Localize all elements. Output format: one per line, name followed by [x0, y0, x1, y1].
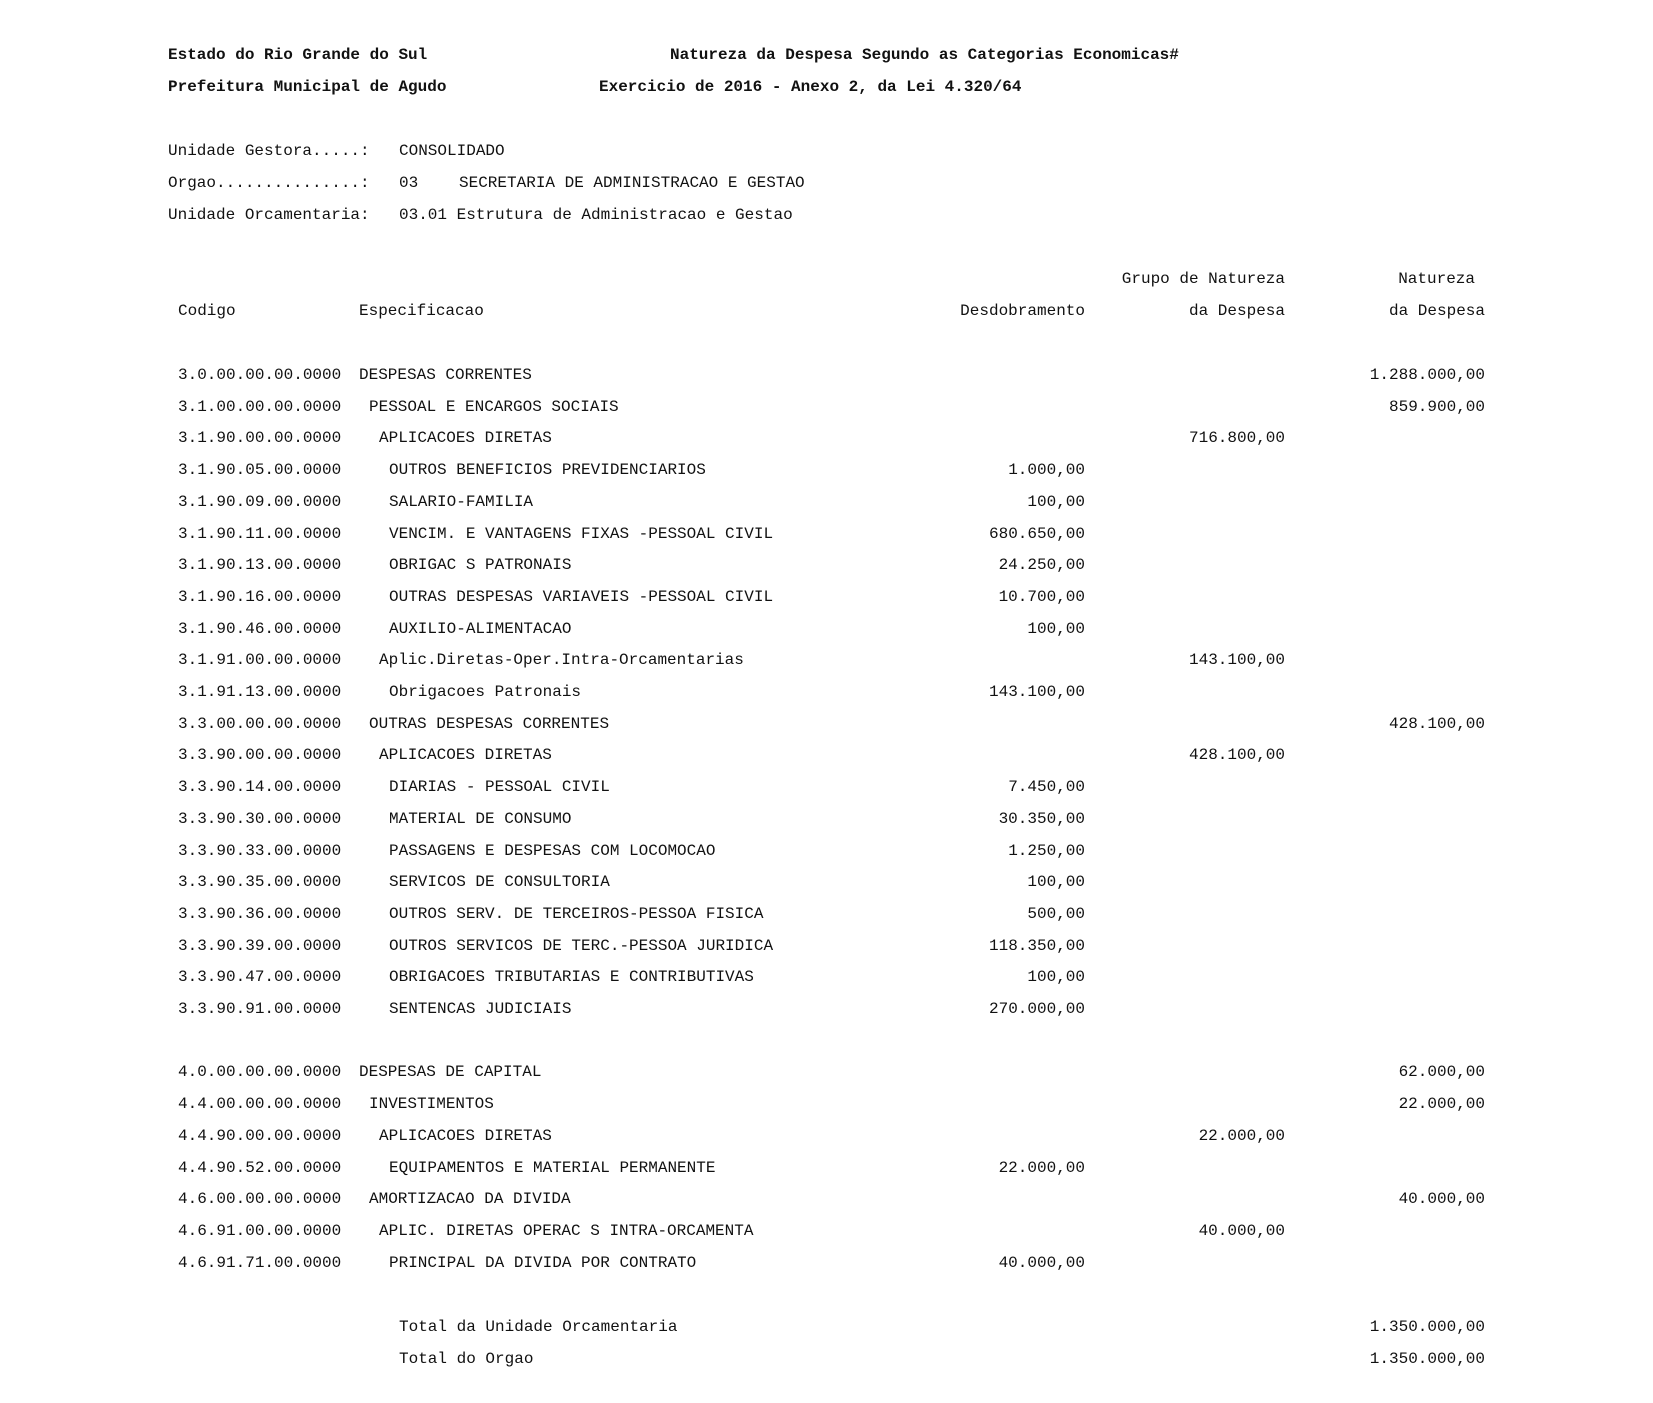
row-desdobramento: 100,00 — [1027, 493, 1085, 511]
row-desdobramento: 30.350,00 — [998, 810, 1085, 828]
total-label: Total da Unidade Orcamentaria — [399, 1318, 678, 1336]
col-natureza-line1: Natureza — [1398, 270, 1475, 288]
row-description: OBRIGAC S PATRONAIS — [389, 556, 572, 574]
row-description: Obrigacoes Patronais — [389, 683, 582, 701]
table-row — [0, 745, 1653, 775]
row-description: SERVICOS DE CONSULTORIA — [389, 873, 610, 891]
row-description: DESPESAS CORRENTES — [359, 366, 532, 384]
row-desdobramento: 40.000,00 — [998, 1254, 1085, 1272]
row-code: 3.0.00.00.00.0000 — [178, 366, 342, 384]
municipality-name: Prefeitura Municipal de Agudo — [168, 78, 447, 96]
total-value: 1.350.000,00 — [1369, 1350, 1485, 1368]
row-code: 3.1.90.09.00.0000 — [178, 493, 342, 511]
table-row — [0, 682, 1653, 712]
total-label: Total do Orgao — [399, 1350, 534, 1368]
row-code: 4.4.00.00.00.0000 — [178, 1095, 342, 1113]
table-row — [0, 904, 1653, 934]
row-grupo-natureza: 22.000,00 — [1198, 1127, 1285, 1145]
unidade-gestora-value: CONSOLIDADO — [399, 142, 505, 160]
row-code: 3.1.90.05.00.0000 — [178, 461, 342, 479]
row-desdobramento: 100,00 — [1027, 620, 1085, 638]
table-row — [0, 1062, 1653, 1092]
row-code: 3.3.90.47.00.0000 — [178, 968, 342, 986]
row-code: 3.3.90.39.00.0000 — [178, 937, 342, 955]
table-row — [0, 1126, 1653, 1156]
row-description: OUTRAS DESPESAS CORRENTES — [369, 715, 610, 733]
table-row — [0, 714, 1653, 744]
table-row — [0, 967, 1653, 997]
report-subtitle: Exercicio de 2016 - Anexo 2, da Lei 4.320/64 — [599, 78, 1022, 96]
row-natureza-despesa: 22.000,00 — [1398, 1095, 1485, 1113]
state-name: Estado do Rio Grande do Sul — [168, 46, 428, 64]
row-desdobramento: 22.000,00 — [998, 1159, 1085, 1177]
report-title: Natureza da Despesa Segundo as Categorias Economicas# — [670, 46, 1179, 64]
row-natureza-despesa: 40.000,00 — [1398, 1190, 1485, 1208]
unidade-orcamentaria-value: 03.01 Estrutura de Administracao e Gestao — [399, 206, 793, 224]
row-description: Aplic.Diretas-Oper.Intra-Orcamentarias — [379, 651, 744, 669]
unidade-gestora-label: Unidade Gestora.....: — [168, 142, 370, 160]
row-code: 3.1.90.46.00.0000 — [178, 620, 342, 638]
row-grupo-natureza: 40.000,00 — [1198, 1222, 1285, 1240]
table-row — [0, 428, 1653, 458]
table-row — [0, 1189, 1653, 1219]
row-description: MATERIAL DE CONSUMO — [389, 810, 572, 828]
row-natureza-despesa: 62.000,00 — [1398, 1063, 1485, 1081]
row-description: APLICACOES DIRETAS — [379, 746, 552, 764]
table-row — [0, 841, 1653, 871]
row-desdobramento: 680.650,00 — [988, 525, 1085, 543]
row-description: OBRIGACOES TRIBUTARIAS E CONTRIBUTIVAS — [389, 968, 754, 986]
row-description: APLIC. DIRETAS OPERAC S INTRA-ORCAMENTA — [379, 1222, 754, 1240]
row-description: EQUIPAMENTOS E MATERIAL PERMANENTE — [389, 1159, 716, 1177]
table-row — [0, 587, 1653, 617]
total-row-orgao — [0, 1349, 1653, 1379]
row-code: 3.3.90.91.00.0000 — [178, 1000, 342, 1018]
row-description: SALARIO-FAMILIA — [389, 493, 534, 511]
orgao-name: SECRETARIA DE ADMINISTRACAO E GESTAO — [459, 174, 805, 192]
row-code: 4.6.91.71.00.0000 — [178, 1254, 342, 1272]
col-grupo-line2: da Despesa — [1188, 302, 1285, 320]
row-description: VENCIM. E VANTAGENS FIXAS -PESSOAL CIVIL — [389, 525, 774, 543]
row-grupo-natureza: 428.100,00 — [1188, 746, 1285, 764]
col-codigo: Codigo — [178, 302, 236, 320]
table-row — [0, 365, 1653, 395]
row-code: 3.1.91.00.00.0000 — [178, 651, 342, 669]
table-row — [0, 460, 1653, 490]
row-desdobramento: 100,00 — [1027, 968, 1085, 986]
row-code: 3.3.00.00.00.0000 — [178, 715, 342, 733]
row-code: 4.4.90.52.00.0000 — [178, 1159, 342, 1177]
row-description: OUTRAS DESPESAS VARIAVEIS -PESSOAL CIVIL — [389, 588, 774, 606]
row-description: OUTROS SERVICOS DE TERC.-PESSOA JURIDICA — [389, 937, 774, 955]
table-row — [0, 936, 1653, 966]
row-code: 3.1.91.13.00.0000 — [178, 683, 342, 701]
col-especificacao: Especificacao — [359, 302, 484, 320]
table-row — [0, 872, 1653, 902]
col-natureza-line2: da Despesa — [1388, 302, 1485, 320]
table-row — [0, 777, 1653, 807]
row-description: PRINCIPAL DA DIVIDA POR CONTRATO — [389, 1254, 697, 1272]
row-code: 3.3.90.33.00.0000 — [178, 842, 342, 860]
row-code: 3.1.90.00.00.0000 — [178, 429, 342, 447]
row-code: 4.6.00.00.00.0000 — [178, 1190, 342, 1208]
row-code: 4.0.00.00.00.0000 — [178, 1063, 342, 1081]
orgao-code: 03 — [399, 174, 419, 192]
table-row — [0, 650, 1653, 680]
row-description: PASSAGENS E DESPESAS COM LOCOMOCAO — [389, 842, 716, 860]
row-desdobramento: 1.000,00 — [1008, 461, 1085, 479]
row-description: INVESTIMENTOS — [369, 1095, 494, 1113]
row-natureza-despesa: 428.100,00 — [1388, 715, 1485, 733]
row-description: SENTENCAS JUDICIAIS — [389, 1000, 572, 1018]
table-row — [0, 555, 1653, 585]
table-row — [0, 492, 1653, 522]
row-description: DIARIAS - PESSOAL CIVIL — [389, 778, 610, 796]
table-row — [0, 1094, 1653, 1124]
orgao-label: Orgao...............: — [168, 174, 370, 192]
table-row — [0, 1221, 1653, 1251]
row-natureza-despesa: 1.288.000,00 — [1369, 366, 1485, 384]
row-code: 3.3.90.14.00.0000 — [178, 778, 342, 796]
row-code: 3.1.90.11.00.0000 — [178, 525, 342, 543]
row-desdobramento: 143.100,00 — [988, 683, 1085, 701]
row-desdobramento: 7.450,00 — [1008, 778, 1085, 796]
row-code: 3.1.90.13.00.0000 — [178, 556, 342, 574]
col-desdobramento: Desdobramento — [960, 302, 1085, 320]
total-value: 1.350.000,00 — [1369, 1318, 1485, 1336]
total-row-unidade — [0, 1317, 1653, 1347]
row-description: AUXILIO-ALIMENTACAO — [389, 620, 572, 638]
row-description: OUTROS BENEFICIOS PREVIDENCIARIOS — [389, 461, 706, 479]
table-row — [0, 1253, 1653, 1283]
row-desdobramento: 270.000,00 — [988, 1000, 1085, 1018]
table-row — [0, 524, 1653, 554]
row-natureza-despesa: 859.900,00 — [1388, 398, 1485, 416]
table-row — [0, 999, 1653, 1029]
row-description: APLICACOES DIRETAS — [379, 1127, 552, 1145]
row-code: 4.6.91.00.00.0000 — [178, 1222, 342, 1240]
col-grupo-line1: Grupo de Natureza — [1121, 270, 1285, 288]
row-desdobramento: 500,00 — [1027, 905, 1085, 923]
row-code: 3.3.90.00.00.0000 — [178, 746, 342, 764]
row-desdobramento: 1.250,00 — [1008, 842, 1085, 860]
row-code: 3.3.90.36.00.0000 — [178, 905, 342, 923]
row-description: AMORTIZACAO DA DIVIDA — [369, 1190, 571, 1208]
row-grupo-natureza: 716.800,00 — [1188, 429, 1285, 447]
unidade-orcamentaria-label: Unidade Orcamentaria: — [168, 206, 370, 224]
table-row — [0, 397, 1653, 427]
row-code: 3.3.90.35.00.0000 — [178, 873, 342, 891]
table-row — [0, 1158, 1653, 1188]
row-code: 3.3.90.30.00.0000 — [178, 810, 342, 828]
row-desdobramento: 118.350,00 — [988, 937, 1085, 955]
row-desdobramento: 100,00 — [1027, 873, 1085, 891]
row-code: 3.1.00.00.00.0000 — [178, 398, 342, 416]
row-code: 4.4.90.00.00.0000 — [178, 1127, 342, 1145]
row-description: APLICACOES DIRETAS — [379, 429, 552, 447]
row-description: PESSOAL E ENCARGOS SOCIAIS — [369, 398, 619, 416]
row-description: OUTROS SERV. DE TERCEIROS-PESSOA FISICA — [389, 905, 764, 923]
row-code: 3.1.90.16.00.0000 — [178, 588, 342, 606]
row-description: DESPESAS DE CAPITAL — [359, 1063, 542, 1081]
table-row — [0, 809, 1653, 839]
row-desdobramento: 10.700,00 — [998, 588, 1085, 606]
table-row — [0, 619, 1653, 649]
row-desdobramento: 24.250,00 — [998, 556, 1085, 574]
row-grupo-natureza: 143.100,00 — [1188, 651, 1285, 669]
